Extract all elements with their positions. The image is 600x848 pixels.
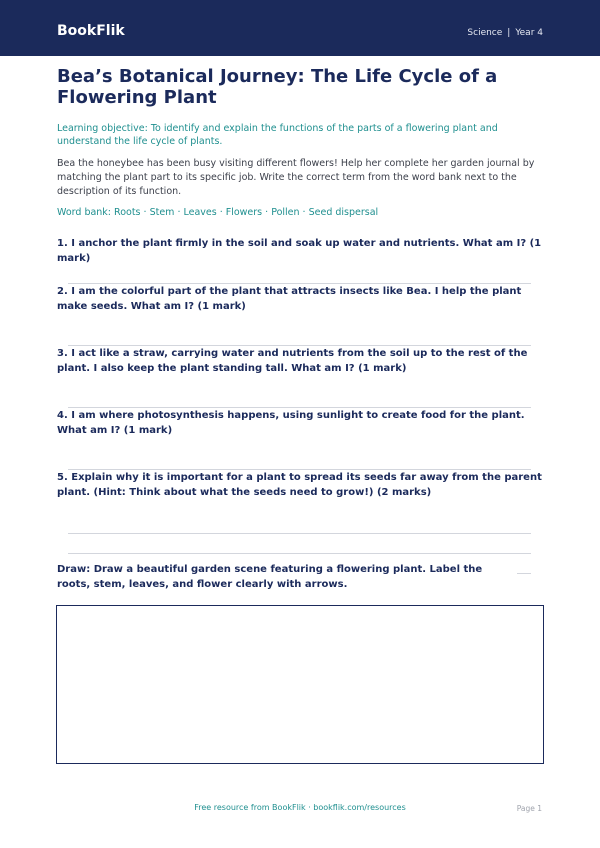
intro-paragraph: Bea the honeybee has been busy visiting different flowers! Help her complete her garden journal by matching the plant part to its specific job. Write the correct term from the word bank next to the description of its function. [57,158,535,197]
answer-line-5a[interactable] [68,533,531,534]
subject-year-label [467,28,543,38]
answer-line-3[interactable] [68,407,531,408]
page-title: Bea’s Botanical Journey: The Life Cycle of a Flowering Plant [57,66,498,108]
answer-line-4[interactable] [68,469,531,470]
meta-separator: | [507,28,511,38]
question-4: 4. I am where photosynthesis happens, using sunlight to create food for the plant. What am I? (1 mark) [57,410,525,436]
question-3: 3. I act like a straw, carrying water and nutrients from the soil up to the rest of the plant. I also keep the plant standing tall. What am I? (1 mark) [57,348,528,374]
draw-prompt: Draw: Draw a beautiful garden scene featuring a flowering plant. Label the roots, stem, leaves, and flower clearly with arrows. [57,563,517,592]
question-2: 2. I am the colorful part of the plant that attracts insects like Bea. I help the plant make seeds. What am I? (1 mark) [57,286,522,312]
learning-objective: Learning objective: To identify and explain the functions of the parts of a flowering plant and understand the life cycle of plants. [57,123,498,147]
header-bar [0,0,600,56]
drawing-box[interactable] [56,605,544,764]
answer-line-5b[interactable] [68,553,531,554]
subject-label: Science [467,28,503,38]
brand-logo-text: BookFlik [57,23,125,39]
answer-line-1[interactable] [68,283,531,284]
page-number: Page 1 [516,804,542,813]
year-label: Year 4 [515,28,543,38]
word-bank: Word bank: Roots · Stem · Leaves · Flowers · Pollen · Seed dispersal [57,207,379,218]
footer-credit: Free resource from BookFlik · bookflik.com/resources [194,803,406,812]
question-5: 5. Explain why it is important for a plant to spread its seeds far away from the parent plant. (Hint: Think about what the seeds need to grow!) (2 marks) [57,472,542,498]
question-1: 1. I anchor the plant firmly in the soil and soak up water and nutrients. What am I? (1 mark) [57,238,542,264]
answer-line-2[interactable] [68,345,531,346]
